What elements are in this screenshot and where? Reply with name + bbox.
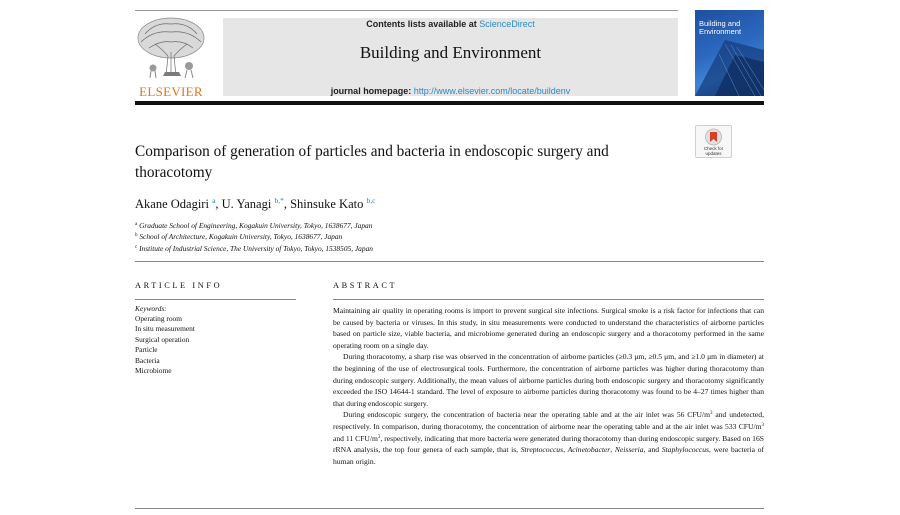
homepage-prefix: journal homepage:: [330, 86, 412, 96]
author-list: [135, 196, 695, 212]
keywords-label: Keywords:: [135, 304, 167, 313]
abstract-heading: ABSTRACT: [333, 281, 398, 290]
keyword-item[interactable]: In situ measurement: [135, 324, 195, 334]
keyword-list: [135, 314, 195, 376]
footer-rule: [135, 508, 764, 509]
keyword-item[interactable]: Operating room: [135, 314, 182, 323]
affiliations: [135, 220, 695, 254]
genus-name: Streptococcus: [520, 445, 564, 455]
journal-cover-image[interactable]: [695, 10, 764, 96]
contents-prefix: Contents lists available at: [366, 19, 477, 29]
publisher-logo-text: ELSEVIER: [139, 84, 203, 99]
abstract-body: [333, 305, 764, 467]
author-separator: ,: [215, 197, 219, 211]
article-title: Comparison of generation of particles and bacteria in endoscopic surgery and thoracotomy: [135, 143, 609, 181]
affiliation-item: $^b$ School of Architecture, Kogakuin University, Tokyo, 1638677, Japan: [135, 232, 343, 242]
abstract-paragraph: Maintaining air quality in operating rooms is import to prevent surgical site infections. Surgical smoke is a risk factor for infections that can be caused by bacteria or viruses. In this study, in situ measurements were conducted to understand the characteristics of airborne particles based on particle size, viable bacteria, and microbiome generated during an endoscopic surgery and a thoracotomy performed in the same operating room on a single day.: [333, 306, 764, 350]
abstract-rule: [333, 299, 764, 300]
abstract-paragraph: During thoracotomy, a sharp rise was observed in the concentration of airborne particles (≥0.3 μm, ≥0.5 μm, and ≥1.0 μm in diameter) at the beginning of the use of electrosurgical tools. Furthermore, the concentration of airborne particles was higher during thoracotomy than during endoscopic surgery. Additionally, the mean values of airborne particles during both endoscopic surgery and thoracotomy significantly exceeded the ISO 14644-1 standard. The level of exposure to airborne particles during thoracotomy was found to be 4–27 times higher than that during endoscopic surgery.: [333, 352, 764, 408]
check-for-updates-button[interactable]: [695, 125, 732, 158]
journal-title[interactable]: Building and Environment: [359, 43, 542, 62]
header-top-rule: [135, 10, 678, 11]
affiliation-item: $^a$ Graduate School of Engineering, Kogakuin University, Tokyo, 1638677, Japan: [135, 221, 373, 230]
header-bottom-rule: [135, 101, 764, 105]
cover-title: Building and Environment: [699, 19, 742, 36]
article-info-rule: [135, 299, 296, 300]
affiliation-item: $^c$ Institute of Industrial Science, The University of Tokyo, Tokyo, 1538505, Japan: [135, 243, 373, 253]
homepage-line: [223, 86, 678, 96]
sciencedirect-link[interactable]: ScienceDirect: [479, 19, 535, 29]
check-updates-label: Check for updates: [703, 146, 724, 156]
author-affiliation-marker[interactable]: b,c: [366, 196, 376, 205]
author-affiliation-marker[interactable]: a: [212, 196, 216, 205]
author-name[interactable]: U. Yanagi: [221, 197, 272, 211]
genus-name: Staphylococcus: [661, 445, 709, 455]
author-name[interactable]: Shinsuke Kato: [290, 197, 364, 211]
author-name[interactable]: Akane Odagiri: [135, 197, 209, 211]
author-separator: ,: [283, 197, 287, 211]
genus-name: Acinetobacter: [567, 445, 611, 455]
bookmark-icon: [696, 127, 731, 147]
keyword-item[interactable]: Bacteria: [135, 355, 160, 365]
contents-line: [223, 19, 678, 29]
article-info-heading: ARTICLE INFO: [135, 281, 223, 290]
keyword-item[interactable]: Particle: [135, 345, 158, 355]
section-divider: [135, 261, 764, 262]
genus-name: Neisseria: [614, 445, 644, 455]
author-affiliation-marker[interactable]: b,*: [274, 196, 284, 205]
abstract-paragraph: During endoscopic surgery, the concentration of bacteria near the operating table and at the air inlet was 56 CFU/$m^3$ and undetected, respectively. In comparison, during thoracotomy, the concentration of airborne near the operating table and at the air inlet was 533 CFU/$m^3$ and 11 CFU/$m^3$, respectively, indicating that more bacteria were generated during thoracotomy than during endoscopic surgery. Based on 16S rRNA analysis, the top four genera of each sample, that is, Streptococcus, Acinetobacter, Neisseria, and Staphylococcus, were bacteria of human origin.: [333, 410, 765, 466]
keyword-item[interactable]: Microbiome: [135, 366, 172, 376]
keyword-item[interactable]: Surgical operation: [135, 334, 190, 344]
homepage-link[interactable]: http://www.elsevier.com/locate/buildenv: [413, 86, 571, 96]
